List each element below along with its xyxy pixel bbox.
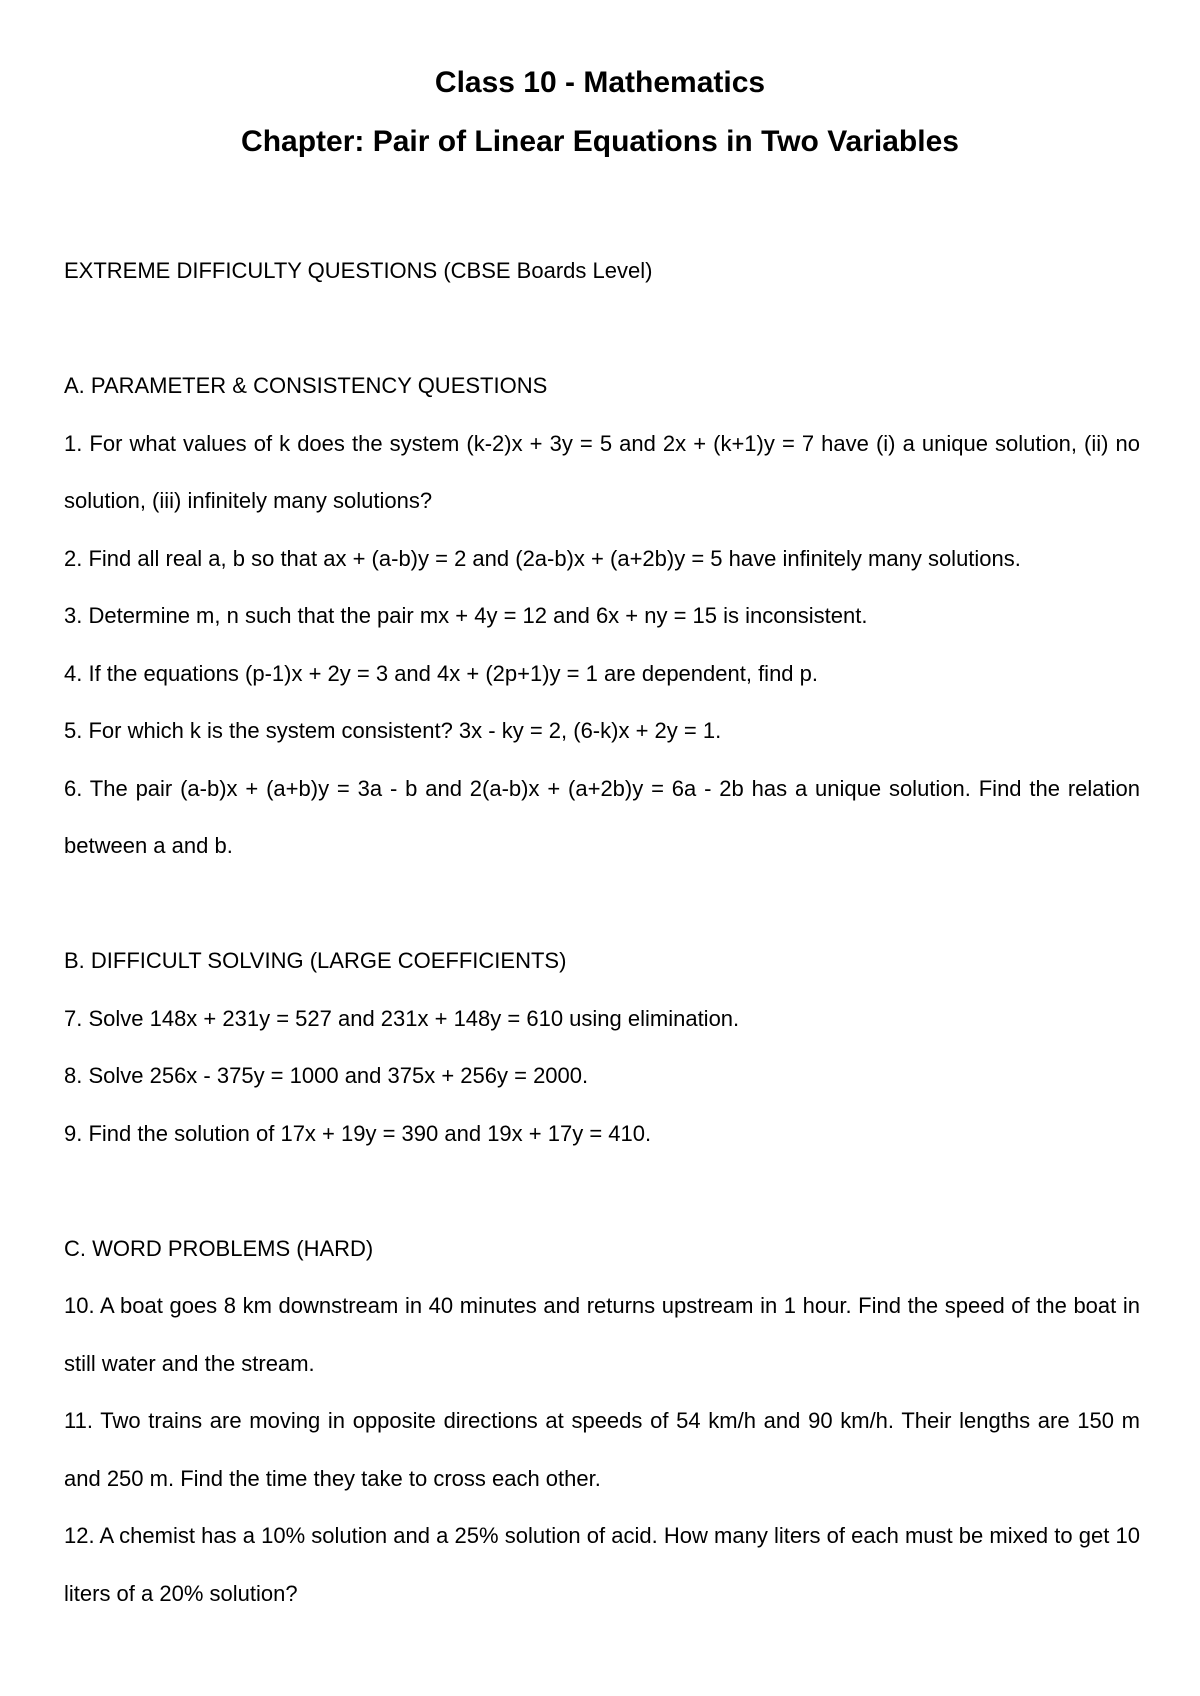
question-5: 5. For which k is the system consistent? 3x - ky = 2, (6-k)x + 2y = 1. — [64, 718, 722, 743]
difficulty-heading: EXTREME DIFFICULTY QUESTIONS (CBSE Boards Level) — [64, 258, 653, 283]
section-heading-b: B. DIFFICULT SOLVING (LARGE COEFFICIENTS) — [64, 948, 567, 973]
question-8: 8. Solve 256x - 375y = 1000 and 375x + 256y = 2000. — [64, 1063, 589, 1088]
document-body — [64, 242, 1140, 1622]
spacer — [64, 1162, 1140, 1220]
section-heading-a: A. PARAMETER & CONSISTENCY QUESTIONS — [64, 373, 548, 398]
question-9: 9. Find the solution of 17x + 19y = 390 and 19x + 17y = 410. — [64, 1120, 652, 1146]
question-2: 2. Find all real a, b so that ax + (a-b)y = 2 and (2a-b)x + (a+2b)y = 5 have infinitely many solutions. — [64, 545, 1021, 571]
question-11: 11. Two trains are moving in opposite directions at speeds of 54 km/h and 90 km/h. Their lengths are 150 m and 250 m. Find the time they take to cross each other. — [64, 1408, 1140, 1491]
spacer — [64, 875, 1140, 933]
question-4: 4. If the equations (p-1)x + 2y = 3 and 4x + (2p+1)y = 1 are dependent, find p. — [64, 660, 819, 686]
spacer — [64, 300, 1140, 358]
section-heading-c: C. WORD PROBLEMS (HARD) — [64, 1235, 374, 1261]
question-12: 12. A chemist has a 10% solution and a 25% solution of acid. How many liters of each must be mixed to get 10 liters of a 20% solution? — [64, 1523, 1140, 1606]
question-3: 3. Determine m, n such that the pair mx + 4y = 12 and 6x + ny = 15 is inconsistent. — [64, 603, 868, 628]
question-6: 6. The pair (a-b)x + (a+b)y = 3a - b and 2(a-b)x + (a+2b)y = 6a - 2b has a unique solution. Find the relation between a and b. — [64, 775, 1140, 858]
chapter-title: Chapter: Pair of Linear Equations in Two Variables — [241, 125, 959, 158]
question-1: 1. For what values of k does the system (k-2)x + 3y = 5 and 2x + (k+1)y = 7 have (i) a unique solution, (ii) no solution, (iii) infinitely many solutions? — [64, 430, 1140, 513]
question-10: 10. A boat goes 8 km downstream in 40 minutes and returns upstream in 1 hour. Find the speed of the boat in still water and the stream. — [64, 1293, 1140, 1376]
question-7: 7. Solve 148x + 231y = 527 and 231x + 148y = 610 using elimination. — [64, 1005, 740, 1031]
document-title: Class 10 - Mathematics — [434, 66, 766, 99]
